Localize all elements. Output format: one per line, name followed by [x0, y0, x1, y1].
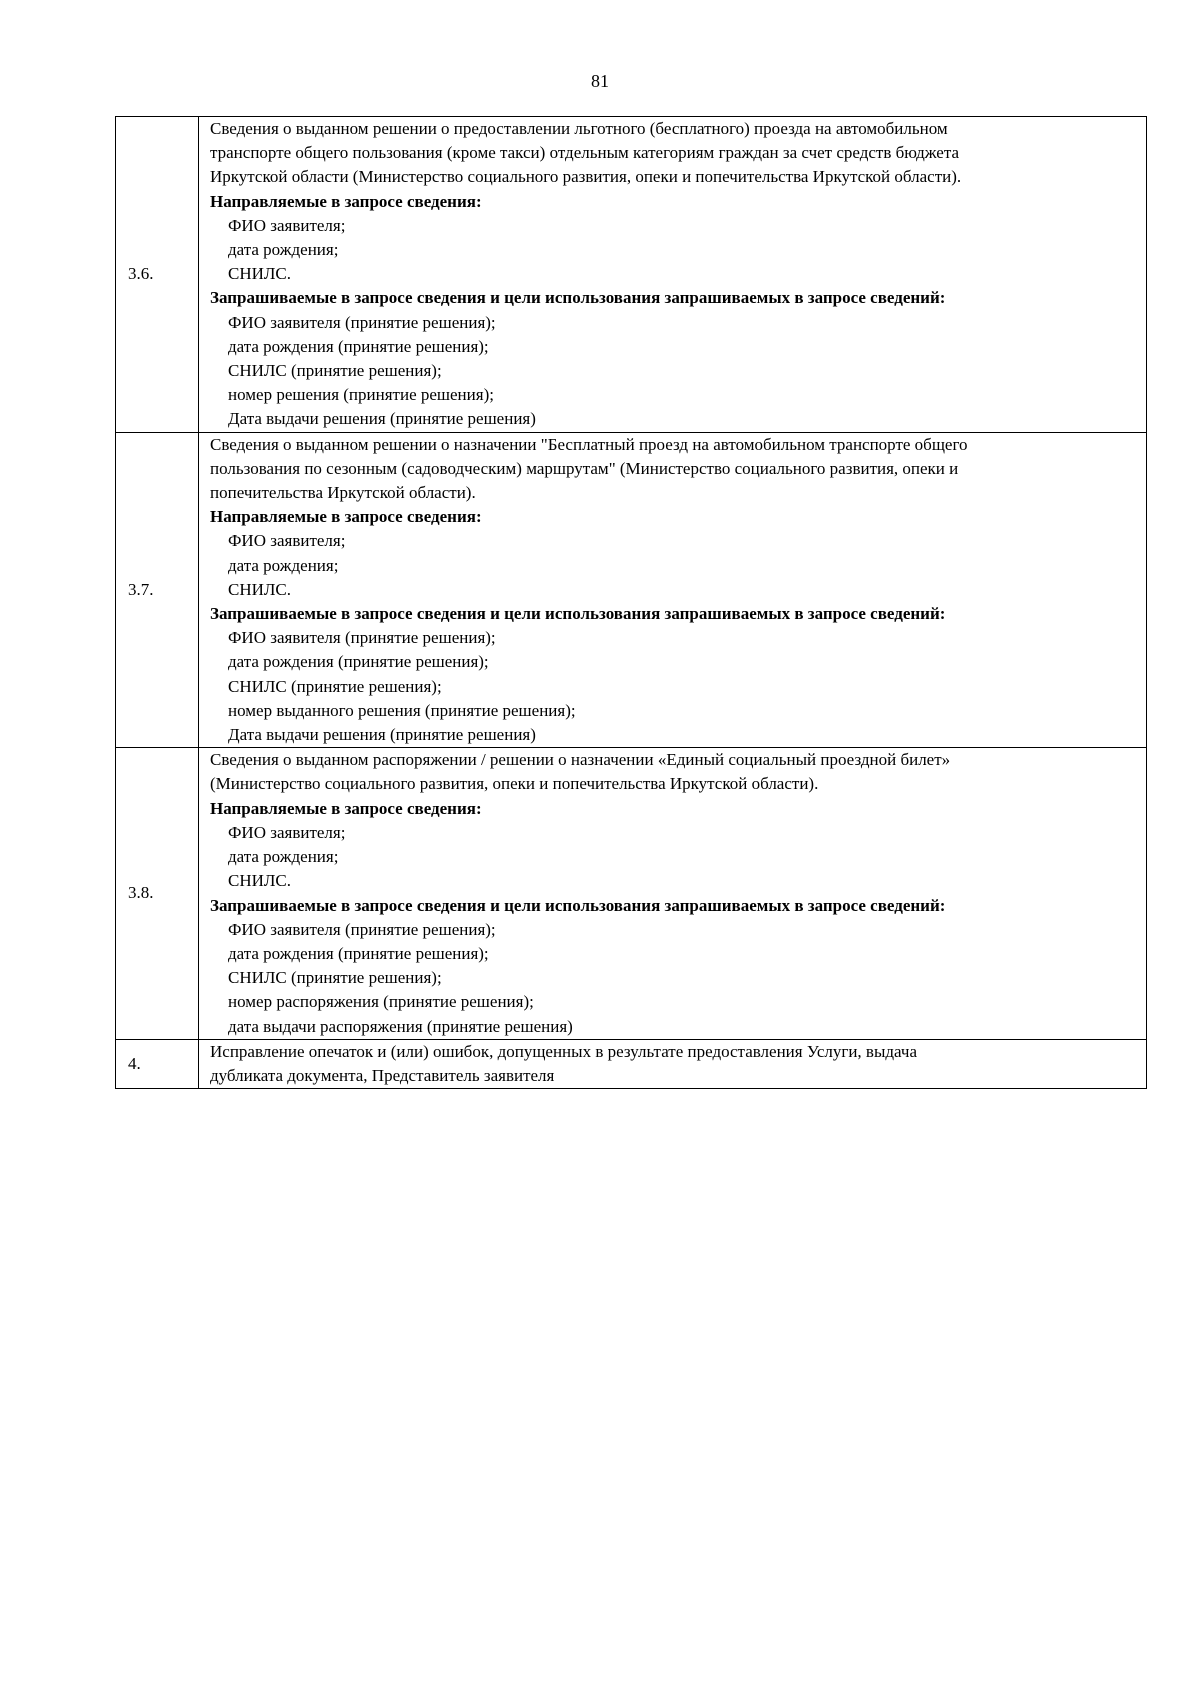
requested-item: СНИЛС (принятие решения); [228, 968, 442, 988]
page-number: 81 [591, 71, 609, 91]
requested-heading: Запрашиваемые в запросе сведения и цели использования запрашиваемых в запросе сведений: [210, 288, 946, 308]
intro-line: (Министерство социального развития, опеки и попечительства Иркутской области). [210, 774, 819, 794]
row-number: 3.7. [116, 432, 199, 748]
table-row [116, 1039, 1147, 1088]
intro-line: Иркутской области (Министерство социального развития, опеки и попечительства Иркутской области). [210, 167, 962, 187]
requested-heading: Запрашиваемые в запросе сведения и цели использования запрашиваемых в запросе сведений: [210, 604, 946, 624]
requested-item: ФИО заявителя (принятие решения); [228, 919, 496, 939]
requested-item: Дата выдачи решения (принятие решения) [228, 725, 536, 745]
sent-item: ФИО заявителя; [228, 215, 346, 235]
sent-heading: Направляемые в запросе сведения: [210, 191, 482, 211]
row-number: 3.8. [116, 748, 199, 1039]
row-number: 3.6. [116, 117, 199, 433]
intro-line: пользования по сезонным (садоводческим) маршрутам" (Министерство социального развития, опеки и [210, 458, 959, 478]
requested-item: ФИО заявителя (принятие решения); [228, 628, 496, 648]
intro-line: Сведения о выданном решении о назначении "Бесплатный проезд на автомобильном транспорте общего [210, 434, 968, 454]
sent-item: дата рождения; [228, 240, 339, 260]
requested-item: дата выдачи распоряжения (принятие решения) [228, 1016, 573, 1036]
sent-item: дата рождения; [228, 847, 339, 867]
table-row [116, 432, 1147, 748]
intro-line: Исправление опечаток и (или) ошибок, допущенных в результате предоставления Услуги, выдача [210, 1041, 917, 1061]
services-table [115, 116, 1147, 1089]
requested-item: номер выданного решения (принятие решения); [228, 700, 576, 720]
requested-item: дата рождения (принятие решения); [228, 652, 489, 672]
sent-item: ФИО заявителя; [228, 822, 346, 842]
requested-item: Дата выдачи решения (принятие решения) [228, 409, 536, 429]
requested-item: СНИЛС (принятие решения); [228, 361, 442, 381]
requested-item: СНИЛС (принятие решения); [228, 676, 442, 696]
requested-item: номер распоряжения (принятие решения); [228, 992, 534, 1012]
sent-item: дата рождения; [228, 555, 339, 575]
intro-line: дубликата документа, Представитель заявителя [210, 1065, 555, 1085]
row-number: 4. [116, 1039, 199, 1088]
sent-item: СНИЛС. [228, 579, 292, 599]
requested-item: дата рождения (принятие решения); [228, 943, 489, 963]
requested-item: номер решения (принятие решения); [228, 385, 494, 405]
requested-heading: Запрашиваемые в запросе сведения и цели использования запрашиваемых в запросе сведений: [210, 895, 946, 915]
row-content [199, 432, 1147, 748]
sent-item: ФИО заявителя; [228, 531, 346, 551]
sent-item: СНИЛС. [228, 264, 292, 284]
row-content [199, 748, 1147, 1039]
row-content [199, 117, 1147, 433]
table-row [116, 748, 1147, 1039]
sent-heading: Направляемые в запросе сведения: [210, 798, 482, 818]
intro-line: попечительства Иркутской области). [210, 483, 476, 503]
row-content [199, 1039, 1147, 1088]
sent-item: СНИЛС. [228, 871, 292, 891]
requested-item: ФИО заявителя (принятие решения); [228, 312, 496, 332]
intro-line: Сведения о выданном решении о предоставлении льготного (бесплатного) проезда на автомобильном [210, 119, 948, 138]
intro-line: Сведения о выданном распоряжении / решении о назначении «Единый социальный проездной билет» [210, 750, 951, 770]
requested-item: дата рождения (принятие решения); [228, 336, 489, 356]
table-row [116, 117, 1147, 433]
sent-heading: Направляемые в запросе сведения: [210, 507, 482, 527]
intro-line: транспорте общего пользования (кроме такси) отдельным категориям граждан за счет средств бюджета [210, 143, 960, 163]
